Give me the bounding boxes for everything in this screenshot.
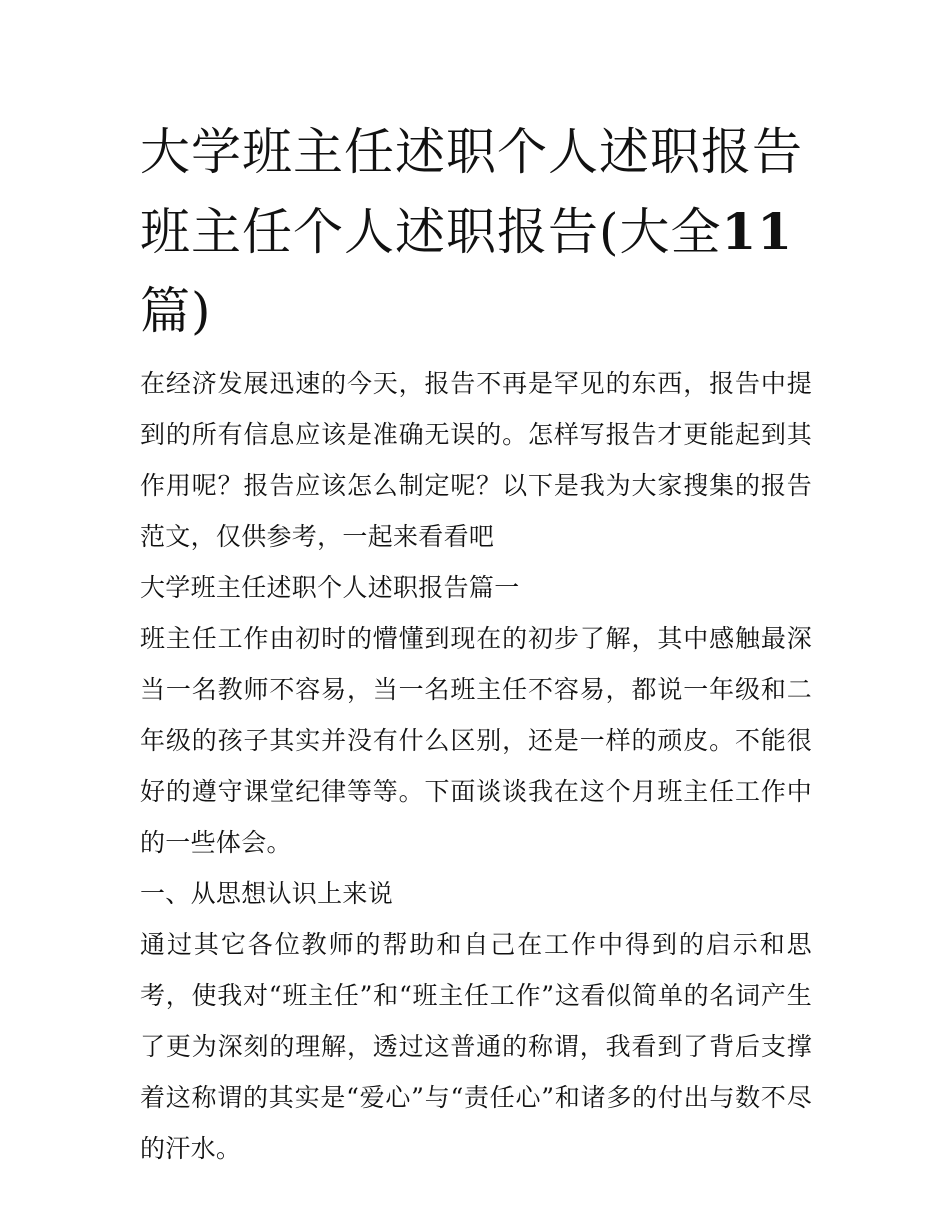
section-heading: 大学班主任述职个人述职报告篇一 [140,573,520,602]
title-number: 11 [721,202,794,261]
intro-paragraph: 在经济发展迅速的今天，报告不再是罕见的东西，报告中提到的所有信息应该是准确无误的。怎样写报告才更能起到其作用呢？报告应该怎么制定呢？以下是我为大家搜集的报告范文，仅供参考，一起来看看吧 [140,369,812,551]
body-paragraph: 班主任工作由初时的懵懂到现在的初步了解，其中感触最深当一名教师不容易，当一名班主任不容易，都说一年级和二年级的孩子其实并没有什么区别，还是一样的顽皮。不能很好的遵守课堂纪律等等。下面谈谈我在这个月班主任工作中的一些体会。 [140,624,812,857]
body-paragraph: 通过其它各位教师的帮助和自己在工作中得到的启示和思考，使我对“班主任”和“班主任工作”这看似简单的名词产生了更为深刻的理解，透过这普通的称谓，我看到了背后支撑着这称谓的其实是“爱心”与“责任心”和诸多的付出与数不尽的汗水。 [140,930,812,1163]
document-body [140,358,812,1174]
title-text: 大学班主任述职个人述职报告班主任个人述职报告(大全 [140,123,803,261]
title-text-end: 篇) [140,282,212,340]
subsection-heading: 一、从思想认识上来说 [140,879,394,908]
document-title [140,113,820,351]
